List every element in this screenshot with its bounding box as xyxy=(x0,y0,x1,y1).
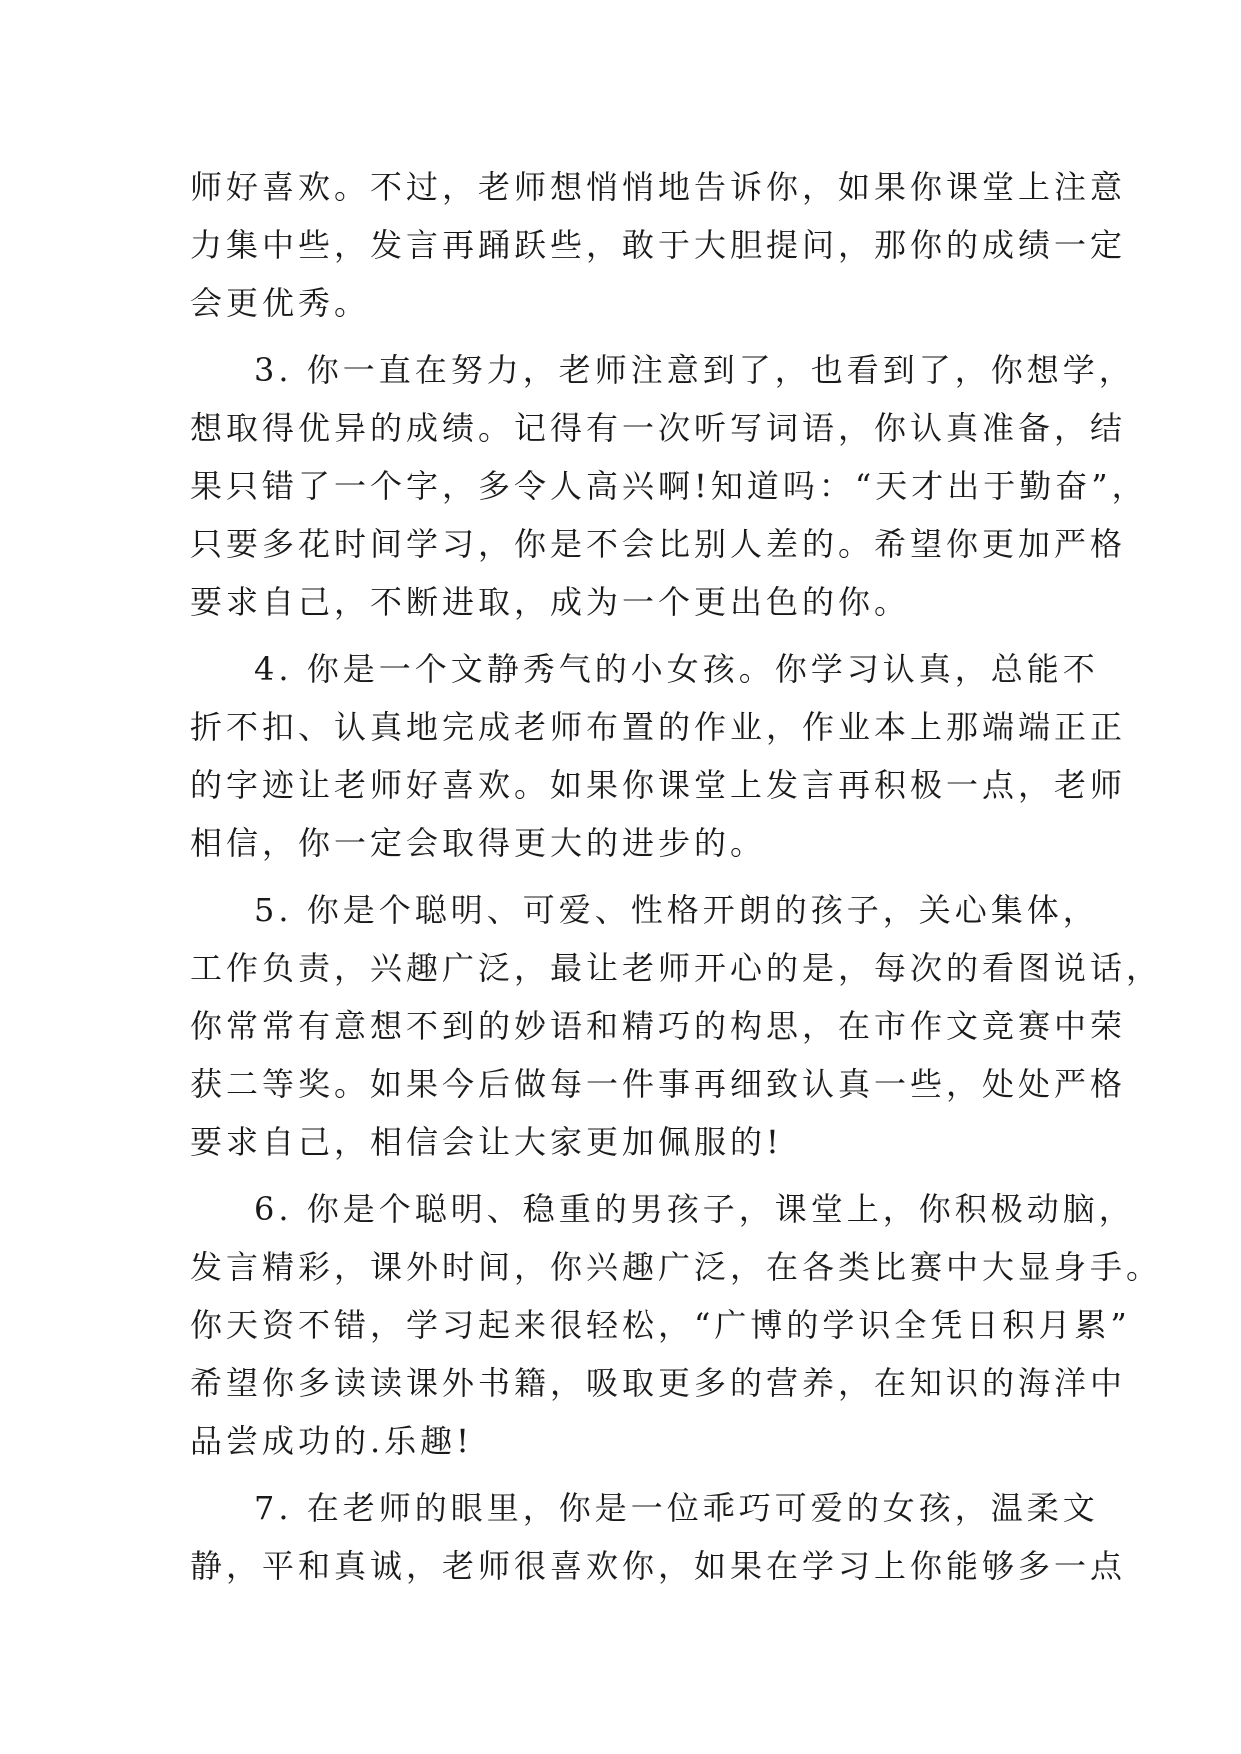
text-line: 的字迹让老师好喜欢。如果你课堂上发言再积极一点，老师 xyxy=(190,766,1127,804)
text-line: 你常常有意想不到的妙语和精巧的构思，在市作文竞赛中荣 xyxy=(190,1007,1127,1045)
text-line: 7. 在老师的眼里，你是一位乖巧可爱的女孩，温柔文 xyxy=(254,1489,1099,1527)
text-line: 获二等奖。如果今后做每一件事再细致认真一些，处处严格 xyxy=(190,1065,1127,1103)
text-line: 4. 你是一个文静秀气的小女孩。你学习认真，总能不 xyxy=(254,650,1099,688)
text-line: 力集中些，发言再踊跃些，敢于大胆提问，那你的成绩一定 xyxy=(190,226,1127,264)
text-line: 折不扣、认真地完成老师布置的作业，作业本上那端端正正 xyxy=(190,708,1127,746)
text-line: 你天资不错，学习起来很轻松，“广博的学识全凭日积月累” xyxy=(190,1306,1131,1344)
paragraph-continuation xyxy=(190,158,1127,332)
text-line: 5. 你是个聪明、可爱、性格开朗的孩子，关心集体， xyxy=(254,891,1099,929)
text-line: 6. 你是个聪明、稳重的男孩子，课堂上，你积极动脑， xyxy=(254,1190,1135,1228)
document-body xyxy=(190,158,1163,1595)
text-line: 会更优秀。 xyxy=(190,284,371,322)
text-line: 静，平和真诚，老师很喜欢你，如果在学习上你能够多一点 xyxy=(190,1547,1127,1585)
text-line: 果只错了一个字，多令人高兴啊!知道吗：“天才出于勤奋”， xyxy=(190,467,1148,505)
text-line: 工作负责，兴趣广泛，最让老师开心的是，每次的看图说话， xyxy=(190,949,1163,987)
text-line: 希望你多读读课外书籍，吸取更多的营养，在知识的海洋中 xyxy=(190,1364,1127,1402)
text-line: 要求自己，相信会让大家更加佩服的! xyxy=(190,1123,783,1161)
text-line: 品尝成功的.乐趣! xyxy=(190,1422,474,1460)
text-line: 师好喜欢。不过，老师想悄悄地告诉你，如果你课堂上注意 xyxy=(190,168,1127,206)
text-line: 3. 你一直在努力，老师注意到了，也看到了，你想学， xyxy=(254,351,1135,389)
text-line: 相信，你一定会取得更大的进步的。 xyxy=(190,824,767,862)
text-line: 发言精彩，课外时间，你兴趣广泛，在各类比赛中大显身手。 xyxy=(190,1248,1163,1286)
text-line: 只要多花时间学习，你是不会比别人差的。希望你更加严格 xyxy=(190,525,1127,563)
paragraph-comment-4 xyxy=(190,640,1127,872)
paragraph-comment-5 xyxy=(190,881,1163,1171)
paragraph-comment-6 xyxy=(190,1180,1163,1470)
paragraph-comment-3 xyxy=(190,341,1148,631)
paragraph-comment-7 xyxy=(190,1479,1127,1595)
text-line: 想取得优异的成绩。记得有一次听写词语，你认真准备，结 xyxy=(190,409,1127,447)
text-line: 要求自己，不断进取，成为一个更出色的你。 xyxy=(190,583,911,621)
